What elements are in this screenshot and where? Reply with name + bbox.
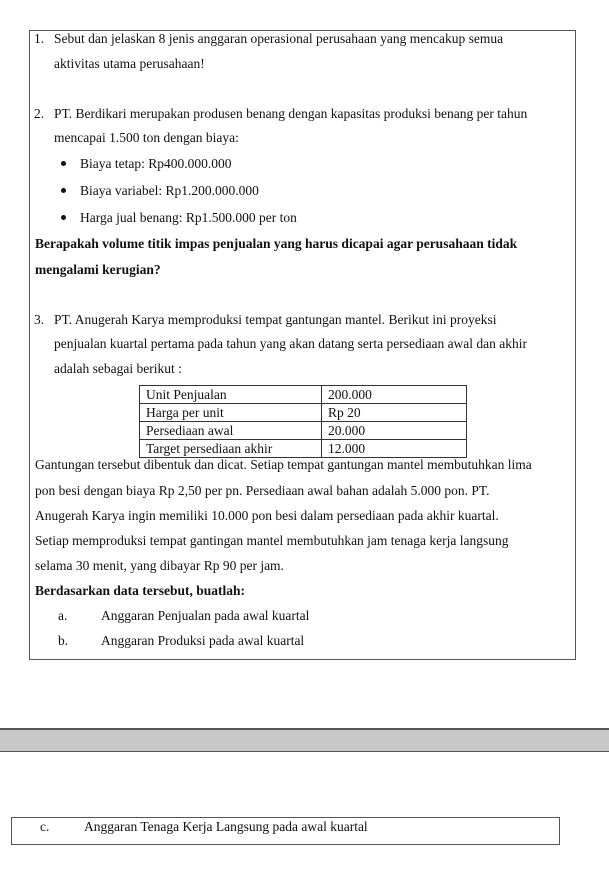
- q3-para-line-4: Setiap memproduksi tempat gantingan mantel membutuhkan jam tenaga kerja langsung: [35, 533, 509, 548]
- bullet-icon: [61, 215, 66, 220]
- q2-question-line-1: Berapakah volume titik impas penjualan yang harus dicapai agar perusahaan tidak: [35, 236, 518, 251]
- q2-number: 2.: [34, 106, 45, 121]
- q1-line-2: aktivitas utama perusahaan!: [54, 56, 205, 71]
- q2-bullet-3: Harga jual benang: Rp1.500.000 per ton: [80, 210, 297, 225]
- q1-number: 1.: [34, 31, 45, 46]
- q2-line-1: PT. Berdikari merupakan produsen benang dengan kapasitas produksi benang per tahun: [54, 106, 528, 121]
- q3-line-3: adalah sebagai berikut :: [54, 361, 182, 376]
- table-cell-label: Persediaan awal: [140, 422, 322, 440]
- q2-question-line-2: mengalami kerugian?: [35, 262, 161, 277]
- bullet-icon: [61, 161, 66, 166]
- table-cell-value: 12.000: [322, 440, 467, 458]
- table-cell-label: Harga per unit: [140, 404, 322, 422]
- table-cell-label: Target persediaan akhir: [140, 440, 322, 458]
- item-a-label: a.: [58, 608, 68, 623]
- projection-table: [139, 385, 467, 458]
- q3-number: 3.: [34, 312, 45, 327]
- q2-bullet-2: Biaya variabel: Rp1.200.000.000: [80, 183, 259, 198]
- table-row: [140, 386, 467, 404]
- item-a-text: Anggaran Penjualan pada awal kuartal: [101, 608, 310, 623]
- item-c-text: Anggaran Tenaga Kerja Langsung pada awal kuartal: [84, 819, 368, 834]
- table-cell-label: Unit Penjualan: [140, 386, 322, 404]
- q1-line-1: Sebut dan jelaskan 8 jenis anggaran operasional perusahaan yang mencakup semua: [54, 31, 504, 46]
- q3-line-2: penjualan kuartal pertama pada tahun yang akan datang serta persediaan awal dan akhir: [54, 336, 528, 351]
- table-cell-value: 200.000: [322, 386, 467, 404]
- table-row: [140, 422, 467, 440]
- page-separator: [0, 728, 609, 752]
- item-b-label: b.: [58, 633, 69, 648]
- table-cell-value: 20.000: [322, 422, 467, 440]
- q3-line-1: PT. Anugerah Karya memproduksi tempat gantungan mantel. Berikut ini proyeksi: [54, 312, 497, 327]
- q3-instruction: Berdasarkan data tersebut, buatlah:: [35, 583, 246, 598]
- q3-para-line-5: selama 30 menit, yang dibayar Rp 90 per jam.: [35, 558, 284, 573]
- table-cell-value: Rp 20: [322, 404, 467, 422]
- q2-line-2: mencapai 1.500 ton dengan biaya:: [54, 130, 239, 145]
- bullet-icon: [61, 188, 66, 193]
- item-c-label: c.: [40, 819, 50, 834]
- q3-para-line-2: pon besi dengan biaya Rp 2,50 per pn. Persediaan awal bahan adalah 5.000 pon. PT.: [35, 483, 490, 498]
- q2-bullet-1: Biaya tetap: Rp400.000.000: [80, 156, 232, 171]
- table-row: [140, 404, 467, 422]
- table-row: [140, 440, 467, 458]
- q3-para-line-3: Anugerah Karya ingin memiliki 10.000 pon besi dalam persediaan pada akhir kuartal.: [35, 508, 499, 523]
- item-b-text: Anggaran Produksi pada awal kuartal: [101, 633, 305, 648]
- q3-para-line-1: Gantungan tersebut dibentuk dan dicat. Setiap tempat gantungan mantel membutuhkan lima: [35, 457, 532, 472]
